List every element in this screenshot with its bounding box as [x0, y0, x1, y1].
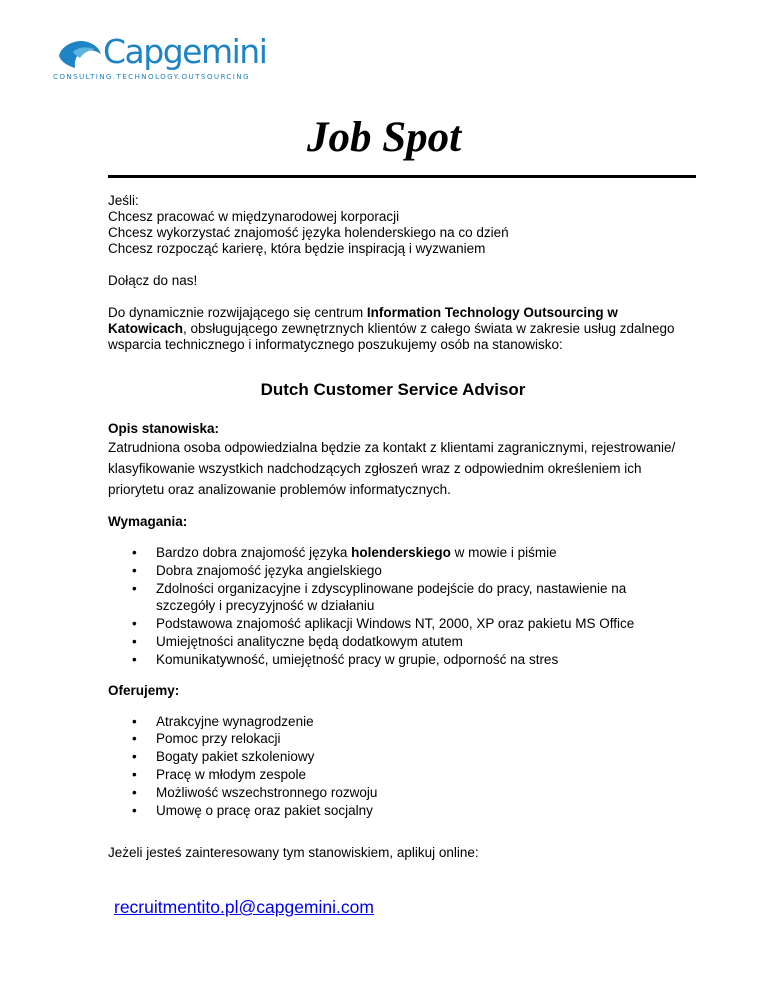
- list-item-text: Umowę o pracę oraz pakiet socjalny: [156, 802, 373, 818]
- list-item-text: Komunikatywność, umiejętność pracy w grupie, odporność na stres: [156, 651, 559, 667]
- description-heading: Opis stanowiska:: [108, 421, 220, 436]
- list-item-text: Dobra znajomość języka angielskiego: [156, 562, 382, 578]
- bullet-icon: •: [132, 616, 137, 632]
- list-item-text: Podstawowa znajomość aplikacji Windows NT, 2000, XP oraz pakietu MS Office: [156, 616, 635, 632]
- list-item: [132, 713, 678, 731]
- intro-para-text: Do dynamicznie rozwijającego się centrum: [108, 305, 367, 320]
- intro-line: Chcesz rozpocząć karierę, która będzie inspiracją i wyzwaniem: [108, 241, 486, 256]
- bullet-icon: •: [132, 651, 137, 667]
- intro-para-bold: Information Technology Outsourcing w Katowicach: [108, 305, 618, 336]
- list-item-text: Atrakcyjne wynagrodzenie: [156, 713, 314, 729]
- title-rule: [108, 175, 696, 178]
- list-item: [132, 544, 678, 562]
- list-item: [132, 633, 678, 651]
- intro-paragraph: [108, 305, 678, 353]
- list-item-bold: holenderskiego: [351, 545, 451, 560]
- email-link[interactable]: recruitmentito.pl@capgemini.com: [114, 897, 374, 917]
- list-item: [132, 748, 678, 766]
- intro-line: Chcesz pracować w międzynarodowej korporacji: [108, 209, 400, 224]
- logo-wordmark: Capgemini: [103, 32, 267, 71]
- list-item-text: Zdolności organizacyjne i zdyscyplinowane podejście do pracy, nastawienie na szczegóły i precyzyjność w działaniu: [156, 580, 627, 614]
- list-item-text: Pracę w młodym zespole: [156, 766, 307, 782]
- bullet-icon: •: [132, 633, 137, 649]
- list-item-text: Bogaty pakiet szkoleniowy: [156, 749, 315, 765]
- list-item-text: w mowie i piśmie: [450, 545, 557, 560]
- job-content: [108, 193, 678, 861]
- list-item-text: Bardzo dobra znajomość języka: [156, 545, 352, 560]
- list-item: [132, 580, 678, 616]
- offer-heading: Oferujemy:: [108, 682, 180, 698]
- list-item: [132, 651, 678, 669]
- bullet-icon: •: [132, 731, 137, 747]
- bullet-icon: •: [132, 749, 137, 765]
- bullet-icon: •: [132, 802, 137, 818]
- spade-icon: [55, 38, 103, 72]
- list-item: [132, 562, 678, 580]
- intro-line: Jeśli:: [108, 193, 139, 208]
- bullet-icon: •: [132, 580, 137, 596]
- requirements-list: [108, 544, 678, 669]
- intro-block: [108, 193, 678, 257]
- list-item: [132, 766, 678, 784]
- position-title: Dutch Customer Service Advisor: [260, 380, 526, 399]
- join-text: Dołącz do nas!: [108, 273, 198, 288]
- bullet-icon: •: [132, 713, 137, 729]
- page-title: Job Spot: [306, 114, 462, 161]
- bullet-icon: •: [132, 545, 137, 560]
- intro-para-text: , obsługującego zewnętrznych klientów z całego świata w zakresie usług zdalnego wsparcia technicznego i informatycznego poszukujemy osób na stanowisko:: [108, 321, 675, 352]
- requirements-heading: Wymagania:: [108, 514, 188, 529]
- list-item: [132, 730, 678, 748]
- description-text: Zatrudniona osoba odpowiedzialna będzie za kontakt z klientami zagranicznymi, rejestrowanie/ klasyfikowanie wszystkich nadchodzących zgłoszeń wraz z odpowiednim określeniem ich priorytetu oraz analizowanie problemów informatycznych.: [108, 440, 676, 497]
- list-item: [132, 615, 678, 633]
- capgemini-logo: [53, 32, 267, 84]
- bullet-icon: •: [132, 766, 137, 782]
- offer-list: [108, 713, 678, 820]
- logo-tagline: CONSULTING.TECHNOLOGY.OUTSOURCING: [53, 72, 250, 81]
- apply-text: Jeżeli jesteś zainteresowany tym stanowiskiem, aplikuj online:: [108, 845, 479, 861]
- list-item: [132, 802, 678, 820]
- list-item: [132, 784, 678, 802]
- bullet-icon: •: [132, 784, 137, 800]
- list-item-text: Pomoc przy relokacji: [156, 731, 281, 747]
- intro-line: Chcesz wykorzystać znajomość języka holenderskiego na co dzień: [108, 225, 509, 240]
- bullet-icon: •: [132, 562, 137, 578]
- list-item-text: Umiejętności analityczne będą dodatkowym atutem: [156, 633, 463, 649]
- list-item-text: Możliwość wszechstronnego rozwoju: [156, 784, 378, 800]
